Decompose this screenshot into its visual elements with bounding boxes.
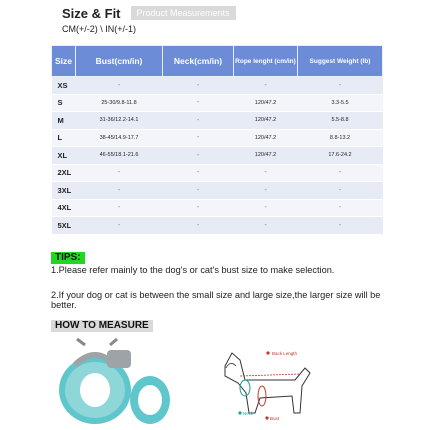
table-cell: - [163, 217, 234, 235]
col-header-rope-length: Rope lenght (cm/in) [234, 46, 298, 77]
size-cell: XL [52, 147, 76, 165]
col-header-size: Size [52, 46, 76, 77]
table-cell: - [163, 77, 234, 95]
how-to-measure-label: HOW TO MEASURE [51, 320, 153, 332]
page-title: Size & Fit [62, 5, 121, 21]
table-cell: - [234, 164, 298, 182]
table-cell: 17.6-24.2 [298, 147, 383, 165]
table-cell: 3.3-5.5 [298, 94, 383, 112]
col-header-neck: Neck(cm/in) [163, 46, 234, 77]
col-header-bust: Bust(cm/in) [76, 46, 163, 77]
dog-measure-diagram [200, 338, 330, 428]
col-header-suggest-weight: Suggest Weight (lb) [298, 46, 383, 77]
table-cell: - [298, 77, 383, 95]
table-cell: 8.8-13.2 [298, 129, 383, 147]
header [62, 4, 236, 22]
table-cell: - [76, 77, 163, 95]
table-row [52, 94, 383, 112]
table-cell: - [234, 217, 298, 235]
table-cell: - [234, 182, 298, 200]
table-cell: 120/47.2 [234, 129, 298, 147]
table-cell: 31-36/12.2-14.1 [76, 112, 163, 130]
table-cell: - [298, 199, 383, 217]
table-cell: - [163, 164, 234, 182]
table-cell: 25-30/9.8-11.8 [76, 94, 163, 112]
table-cell: 120/47.2 [234, 112, 298, 130]
table-cell: - [163, 112, 234, 130]
neck-label: Neck [243, 411, 254, 416]
table-cell: - [163, 182, 234, 200]
table-cell: 120/47.2 [234, 94, 298, 112]
table-row [52, 164, 383, 182]
table-cell: 38-45/14.9-17.7 [76, 129, 163, 147]
size-cell: XS [52, 77, 76, 95]
table-cell: - [298, 182, 383, 200]
size-cell: 2XL [52, 164, 76, 182]
table-cell: - [163, 129, 234, 147]
size-cell: L [52, 129, 76, 147]
table-row [52, 199, 383, 217]
table-row [52, 77, 383, 95]
product-measurements-badge: Product Measurements [131, 6, 236, 20]
back-length-label: Back Length [272, 351, 298, 356]
table-cell: - [234, 77, 298, 95]
size-table [51, 45, 383, 235]
table-cell: - [76, 217, 163, 235]
table-row [52, 217, 383, 235]
table-cell: 5.5-8.8 [298, 112, 383, 130]
table-cell: - [298, 217, 383, 235]
bust-label: Bust [270, 416, 280, 421]
table-row [52, 129, 383, 147]
size-cell: 4XL [52, 199, 76, 217]
table-cell: 46-55/18.1-21.6 [76, 147, 163, 165]
table-row [52, 182, 383, 200]
table-cell: - [163, 94, 234, 112]
table-row [52, 112, 383, 130]
table-cell: - [76, 164, 163, 182]
size-cell: M [52, 112, 76, 130]
harness-image [55, 335, 175, 430]
size-cell: S [52, 94, 76, 112]
size-cell: 3XL [52, 182, 76, 200]
size-cell: 5XL [52, 217, 76, 235]
table-body [52, 77, 383, 235]
table-cell: - [163, 199, 234, 217]
tip-2: 2.If your dog or cat is between the small size and large size,the larger size will be better. [51, 290, 381, 310]
tips-label: TIPS: [51, 252, 85, 264]
units-note: CM(+/-2) \ IN(+/-1) [62, 24, 137, 34]
table-cell: - [76, 182, 163, 200]
table-header-row [52, 46, 383, 77]
table-cell: - [163, 147, 234, 165]
table-cell: - [298, 164, 383, 182]
tip-1: 1.Please refer mainly to the dog's or cat's bust size to make selection. [51, 265, 335, 275]
table-cell: - [234, 199, 298, 217]
table-cell: 120/47.2 [234, 147, 298, 165]
table-row [52, 147, 383, 165]
table-cell: - [76, 199, 163, 217]
